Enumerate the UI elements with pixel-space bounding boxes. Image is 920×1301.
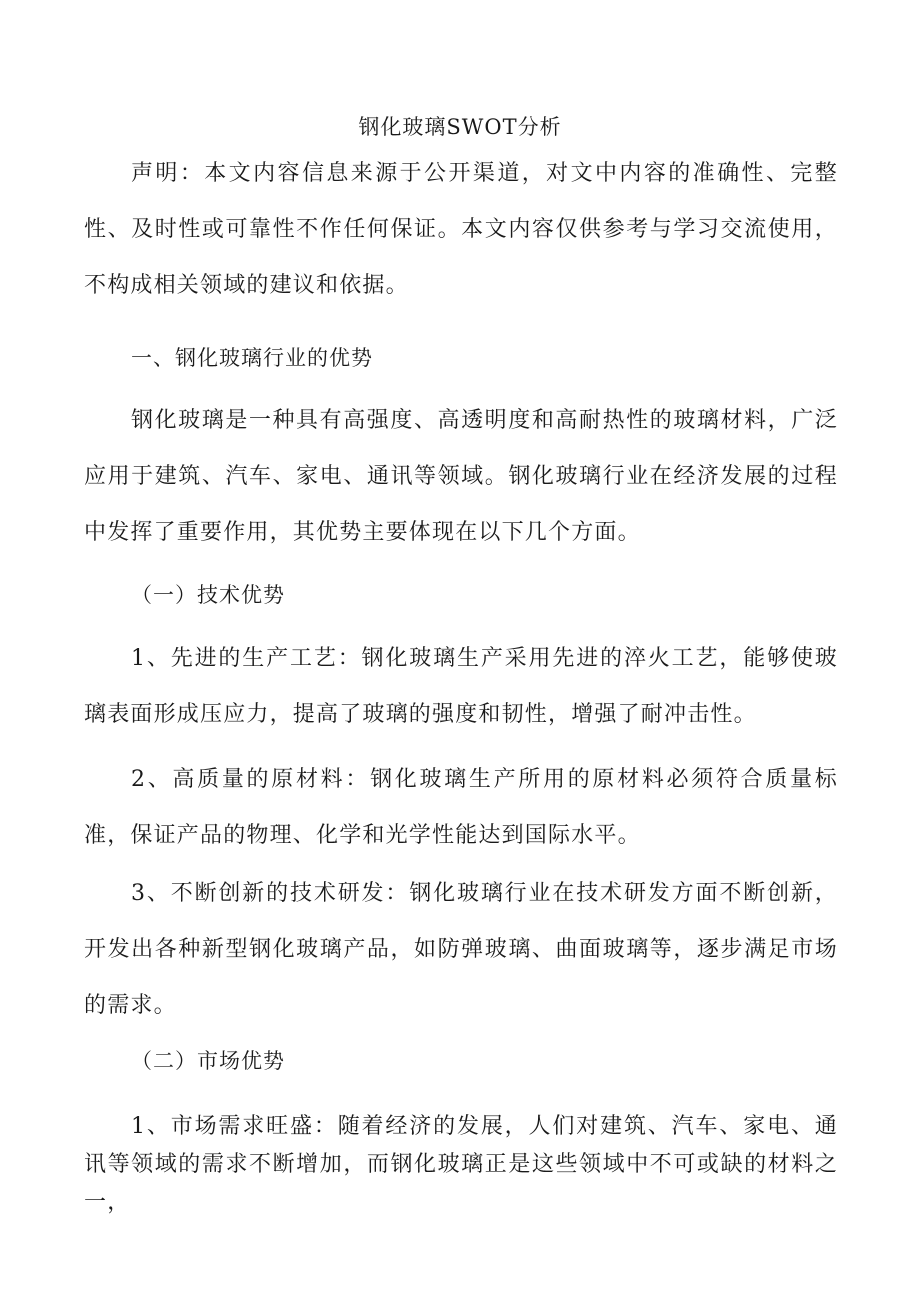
tech-point-2: 2、高质量的原材料：钢化玻璃生产所用的原材料必须符合质量标准，保证产品的物理、化学和光学性能达到国际水平。 xyxy=(84,767,838,848)
document-title: 钢化玻璃SWOT分析 xyxy=(358,115,562,139)
disclaimer-paragraph: 声明：本文内容信息来源于公开渠道，对文中内容的准确性、完整性、及时性或可靠性不作任何保证。本文内容仅供参考与学习交流使用，不构成相关领域的建议和依据。 xyxy=(84,161,838,298)
subsection-heading-market: （二）市场优势 xyxy=(131,1049,285,1073)
section-heading-advantages: 一、钢化玻璃行业的优势 xyxy=(131,346,373,370)
market-point-1: 1、市场需求旺盛：随着经济的发展，人们对建筑、汽车、家电、通讯等领域的需求不断增加，而钢化玻璃正是这些领域中不可或缺的材料之一， xyxy=(84,1114,838,1215)
subsection-heading-tech: （一）技术优势 xyxy=(131,583,285,607)
tech-point-1: 1、先进的生产工艺：钢化玻璃生产采用先进的淬火工艺，能够使玻璃表面形成压应力，提高了玻璃的强度和韧性，增强了耐冲击性。 xyxy=(84,646,838,727)
section-intro-paragraph: 钢化玻璃是一种具有高强度、高透明度和高耐热性的玻璃材料，广泛应用于建筑、汽车、家电、通讯等领域。钢化玻璃行业在经济发展的过程中发挥了重要作用，其优势主要体现在以下几个方面。 xyxy=(84,408,838,545)
tech-point-3: 3、不断创新的技术研发：钢化玻璃行业在技术研发方面不断创新，开发出各种新型钢化玻璃产品，如防弹玻璃、曲面玻璃等，逐步满足市场的需求。 xyxy=(84,881,838,1018)
